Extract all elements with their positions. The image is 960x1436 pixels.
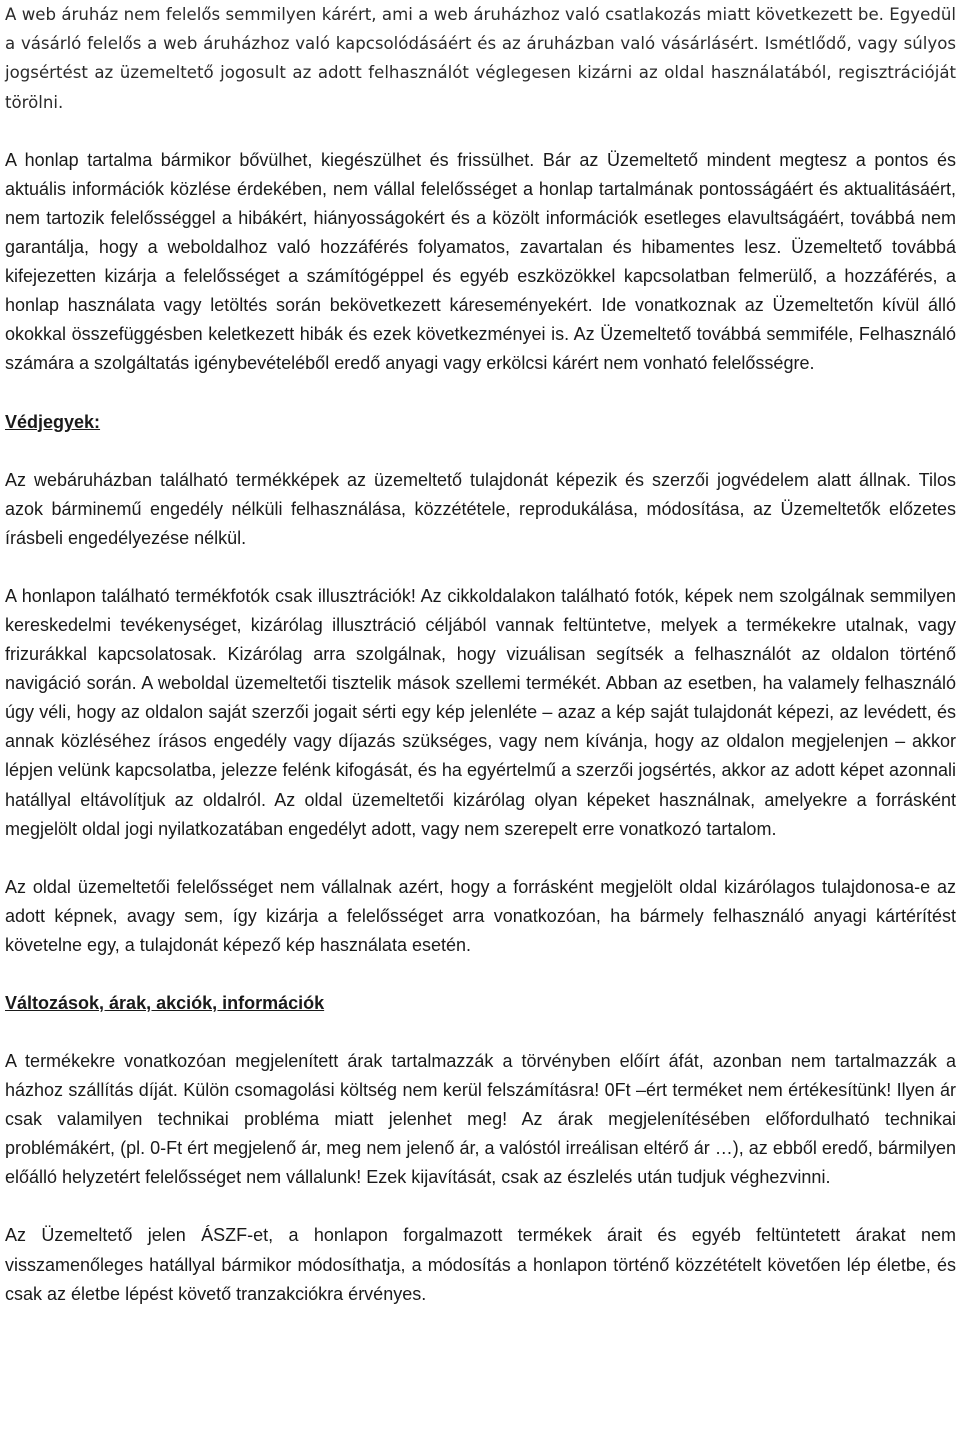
paragraph-content-disclaimer: A honlap tartalma bármikor bővülhet, kiegészülhet és frissülhet. Bár az Üzemeltető mindent megtesz a pontos és aktuális információk közlése érdekében, nem vállal felelősséget a honlap tartalmának pontosságáért és aktualitásáért, nem tartozik felelősséggel a hibákért, hiányosságokért és a közölt információk esetleges elavultságáért, továbbá nem garantálja, hogy a weboldalhoz való hozzáférés folyamatos, zavartalan és hibamentes lesz. Üzemeltető továbbá kifejezetten kizárja a felelősséget a számítógéppel és egyéb eszközökkel kapcsolatban felmerülő, a hozzáférés, a honlap használata vagy letöltés során bekövetkezett káreseményekért. Ide vonatkoznak az Üzemeltetőn kívül álló okokkal összefüggésben keletkezett hibák és ezek következményei is. Az Üzemeltető továbbá semmiféle, Felhasználó számára a szolgáltatás igénybevételéből eredő anyagi vagy erkölcsi kárért nem vonható felelősségre. <box>5 149 956 374</box>
heading-changes-prices: Változások, árak, akciók, információk <box>5 992 325 1013</box>
paragraph-terms-modification: Az Üzemeltető jelen ÁSZF-et, a honlapon forgalmazott termékek árait és egyéb feltüntetett árakat nem visszamenőleges hatállyal bármikor módosíthatja, a módosítás a honlapon történő közzétételt követően lép életbe, és csak az életbe lépést követő tranzakciókra érvényes. <box>5 1225 956 1304</box>
paragraph-image-source-liability: Az oldal üzemeltetői felelősséget nem vállalnak azért, hogy a forrásként megjelölt oldal kizárólagos tulajdonosa-e az adott képnek, avagy sem, így kizárja a felelősséget arra vonatkozóan, ha bármely felhasználó anyagi kártérítést követelne egy, a tulajdonát képező kép használata esetén. <box>5 876 956 955</box>
paragraph-prices: A termékekre vonatkozóan megjelenített árak tartalmazzák a törvényben előírt áfát, azonban nem tartalmazzák a házhoz szállítás díját. Külön csomagolási költség nem kerül felszámításra! 0Ft –ért terméket nem értékesítünk! Ilyen ár csak valamilyen technikai probléma miatt jelenhet meg! Az árak megjelenítésében előfordulható technikai problémákért, (pl. 0-Ft ért megjelenő ár, meg nem jelenő ár, a valóstól irreálisan eltérő ár …), az ebből eredő, bármilyen előálló helyzetért felelősséget nem vállalunk! Ezek kijavítását, csak az észlelés után tudjuk véghezvinni. <box>5 1050 956 1188</box>
paragraph-illustration-photos: A honlapon található termékfotók csak illusztrációk! Az cikkoldalakon található fotók, képek nem szolgálnak semmilyen kereskedelmi tevékenységet, kizárólag illusztráció céljából vannak feltüntetve, melyek a termékekre utalnak, vagy frizurákkal kapcsolatosak. Kizárólag arra szolgálnak, hogy vizuálisan segítsék a felhasználót az oldalon történő navigáció során. A weboldal üzemeltetői tisztelik mások szellemi termékét. Abban az esetben, ha valamely felhasználó úgy véli, hogy az oldalon saját szerzői jogait sérti egy kép jelenléte – azaz a kép saját tulajdonát képezi, az levédett, és annak közléséhez írásos engedély vagy díjazás szükséges, vagy nem kívánja, hogy az oldalon megjelenjen – akkor lépjen velünk kapcsolatba, jelezze felénk kifogását, és ha egyértelmű a szerzői jogsértés, akkor az adott képet azonnali hatállyal eltávolítjuk az oldalról. Az oldal üzemeltetői kizárólag olyan képeket használnak, amelyekre a forrásként megjelölt oldal jogi nyilatkozatában engedélyt adott, vagy nem szerepelt erre vonatkozó tartalom. <box>5 585 956 839</box>
paragraph-liability-intro: A web áruház nem felelős semmilyen kárért, ami a web áruházhoz való csatlakozás miatt következett be. Egyedül a vásárló felelős a web áruházhoz való kapcsolódásáért és az áruházban való vásárlásért. Ismétlődő, vagy súlyos jogsértést az üzemeltető jogosult az adott felhasználót véglegesen kizárni az oldal használatából, regisztrációját törölni. <box>5 5 956 112</box>
heading-trademarks: Védjegyek: <box>5 411 101 432</box>
paragraph-product-images-copyright: Az webáruházban található termékképek az üzemeltető tulajdonát képezik és szerzői jogvédelem alatt állnak. Tilos azok bárminemű engedély nélküli felhasználása, közzététele, reprodukálása, módosítása, az Üzemeltetők előzetes írásbeli engedélyezése nélkül. <box>5 469 956 548</box>
